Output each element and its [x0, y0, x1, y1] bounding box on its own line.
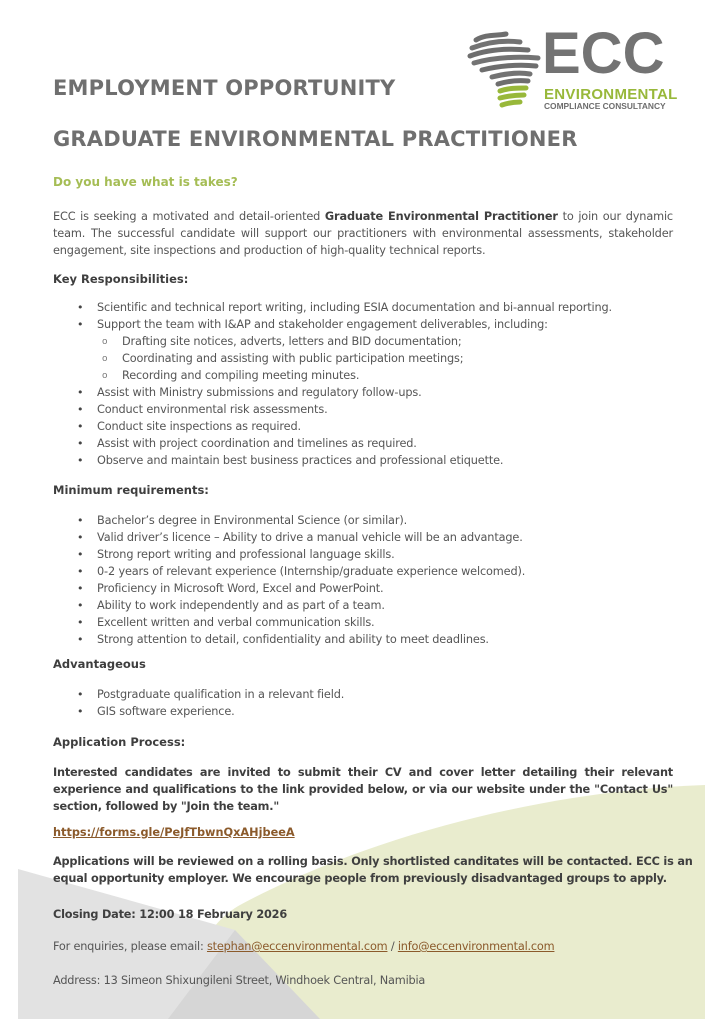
advantageous-heading: Advantageous	[53, 657, 146, 671]
list-item: • Bachelor’s degree in Environmental Science (or similar).	[0, 512, 525, 529]
intro-text-before: ECC is seeking a motivated and detail-oriented	[53, 210, 325, 223]
list-item: • Conduct site inspections as required.	[0, 418, 612, 435]
application-instructions: Interested candidates are invited to submit their CV and cover letter detailing their relevant experience and qualifications to the link provided below, or via our website under the "Contact Us" section, followed by "Join the team."	[53, 766, 673, 813]
list-item: • GIS software experience.	[0, 703, 344, 720]
list-item: • Proficiency in Microsoft Word, Excel and PowerPoint.	[0, 580, 525, 597]
intro-text-after: to join our dynamic team. The successful candidate will support our practitioners with environmental assessments, stakeholder engagement, site inspections and production of high-quality technical reports.	[53, 210, 673, 257]
list-item: • Observe and maintain best business practices and professional etiquette.	[0, 452, 612, 469]
advantageous-list	[0, 686, 344, 720]
list-item: • Strong attention to detail, confidentiality and ability to meet deadlines.	[0, 631, 525, 648]
tagline: Do you have what is takes?	[53, 175, 238, 189]
list-item: • Ability to work independently and as part of a team.	[0, 597, 525, 614]
sub-list-item: o Recording and compiling meeting minutes.	[0, 367, 612, 384]
application-notice: Applications will be reviewed on a rolling basis. Only shortlisted canditates will be contacted. ECC is an equal opportunity employer. We encourage people from previously disadvantaged groups to apply.	[53, 855, 693, 885]
sub-list-item: o Drafting site notices, adverts, letters and BID documentation;	[0, 333, 612, 350]
closing-date: Closing Date: 12:00 18 February 2026	[53, 908, 287, 921]
list-item: • Support the team with I&AP and stakeholder engagement deliverables, including:	[0, 316, 612, 333]
page-title: EMPLOYMENT OPPORTUNITY	[53, 76, 396, 100]
list-item: • Assist with project coordination and timelines as required.	[0, 435, 612, 452]
africa-map-icon	[466, 30, 542, 114]
list-item: • Strong report writing and professional language skills.	[0, 546, 525, 563]
list-item: • 0-2 years of relevant experience (Internship/graduate experience welcomed).	[0, 563, 525, 580]
email-link-info[interactable]: info@eccenvironmental.com	[397, 940, 555, 953]
application-form-link[interactable]: https://forms.gle/PeJfTbwnQxAHjbeeA	[53, 826, 295, 839]
requirements-heading: Minimum requirements:	[53, 483, 209, 497]
list-item: • Postgraduate qualification in a relevant field.	[0, 686, 344, 703]
ecc-logo	[466, 21, 706, 114]
list-item: • Valid driver’s licence – Ability to drive a manual vehicle will be an advantage.	[0, 529, 525, 546]
responsibilities-list	[0, 299, 612, 469]
list-item: • Scientific and technical report writing, including ESIA documentation and bi-annual reporting.	[0, 299, 612, 316]
email-separator: /	[387, 940, 398, 953]
intro-paragraph	[53, 208, 673, 259]
email-link-stephan[interactable]: stephan@eccenvironmental.com	[206, 940, 388, 953]
list-item: • Assist with Ministry submissions and regulatory follow-ups.	[0, 384, 612, 401]
position-title: GRADUATE ENVIRONMENTAL PRACTITIONER	[53, 127, 578, 151]
enquiries-line	[53, 940, 554, 953]
enquiries-label: For enquiries, please email:	[53, 940, 207, 953]
logo-line-compliance: COMPLIANCE CONSULTANCY	[544, 101, 666, 111]
logo-acronym: ECC	[542, 21, 665, 86]
responsibilities-heading: Key Responsibilities:	[53, 272, 189, 286]
logo-line-environmental: ENVIRONMENTAL	[544, 86, 678, 103]
sub-list-item: o Coordinating and assisting with public participation meetings;	[0, 350, 612, 367]
list-item: • Conduct environmental risk assessments.	[0, 401, 612, 418]
application-heading: Application Process:	[53, 735, 186, 749]
list-item: • Excellent written and verbal communication skills.	[0, 614, 525, 631]
address-line: Address: 13 Simeon Shixungileni Street, Windhoek Central, Namibia	[53, 974, 426, 987]
intro-position-bold: Graduate Environmental Practitioner	[324, 210, 558, 223]
requirements-list	[0, 512, 525, 648]
